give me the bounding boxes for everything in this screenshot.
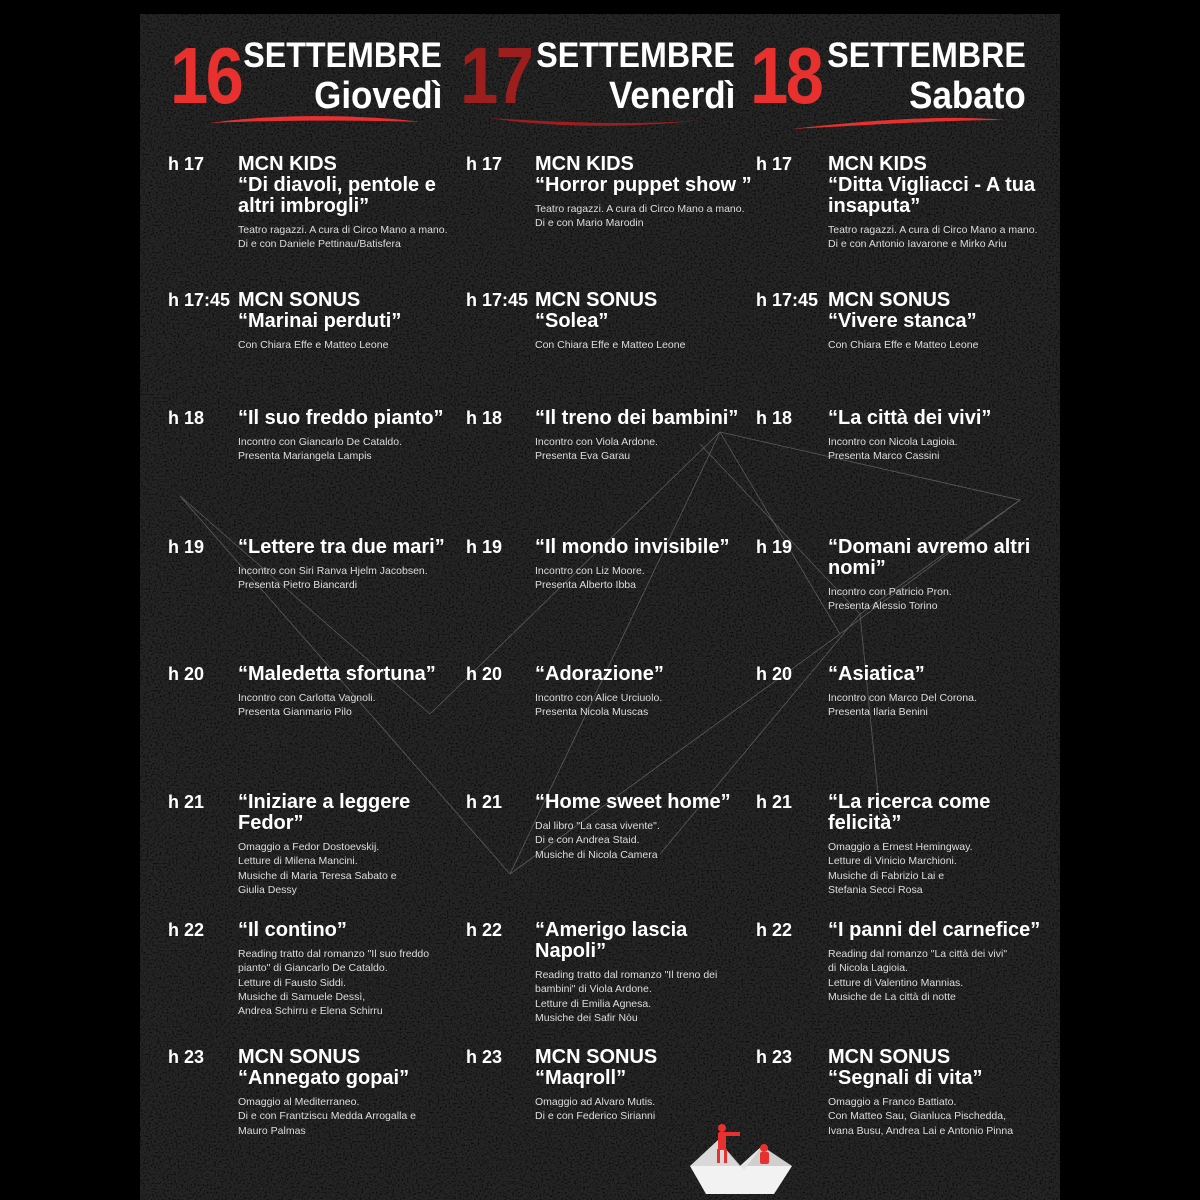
event-detail-line: Presenta Pietro Biancardi [238,579,358,592]
event-time: h 19 [756,537,793,557]
event-time: h 18 [466,408,503,428]
event-details [238,840,458,897]
event-time: h 17:45 [168,290,231,310]
event-detail-line: Ivana Busu, Andrea Lai e Antonio Pinna [828,1124,1014,1137]
event-title: “Asiatica” [828,663,925,685]
event-text [535,537,755,593]
event-details [535,202,755,231]
event-detail-line: Reading dal romanzo "La città dei vivi" [828,948,1008,960]
event-detail-line: Incontro con Giancarlo De Cataldo. [238,436,403,448]
event-detail-line: Di e con Daniele Pettinau/Batisfera [238,238,401,251]
event-detail-line: Incontro con Liz Moore. [535,565,645,577]
event-detail-line: Teatro ragazzi. A cura di Circo Mano a mano. [535,203,745,215]
event-detail-line: pianto" di Giancarlo De Cataldo. [238,962,388,975]
event-time: h 19 [466,537,503,557]
event-text [238,154,458,252]
event-text [535,920,755,1025]
event-label: MCN KIDS [828,153,927,175]
event-detail-line: Incontro con Siri Ranva Hjelm Jacobsen. [238,565,428,577]
event-title: “Maqroll” [535,1067,627,1089]
event-text [828,920,1048,1004]
event-detail-line: Reading tratto dal romanzo "Il treno dei [535,969,718,981]
event-text [238,408,458,464]
event-detail-line: Presenta Eva Garau [535,450,631,463]
day-weekday: Giovedì [313,75,442,117]
day-month: SETTEMBRE [243,36,442,75]
event-detail-line: Dal libro "La casa vivente". [535,820,660,832]
event-title: “Il contino” [238,919,347,941]
event-title: “Lettere tra due mari” [238,536,445,558]
event-detail-line: Musiche di Fabrizio Lai e [828,869,945,882]
event-details [238,947,458,1018]
event-title: “La città dei vivi” [828,407,992,429]
event-detail-line: di Nicola Lagioia. [828,962,908,975]
event-details [238,223,458,252]
event-details [535,691,755,720]
event-label: MCN SONUS [828,1046,951,1068]
day-number: 16 [170,31,242,120]
event-detail-line: Musiche di Samuele Dessì, [238,990,366,1003]
event-time: h 19 [168,537,205,557]
event-detail-line: Incontro con Alice Urciuolo. [535,692,663,704]
event-title: “Domani avremo altri nomi” [828,536,1031,579]
event-detail-line: Omaggio a Fedor Dostoevskij. [238,841,380,853]
day-weekday: Venerdì [608,75,735,117]
event-label: MCN KIDS [535,153,634,175]
event-text [238,920,458,1018]
event-detail-line: Letture di Emilia Agnesa. [535,997,652,1010]
event-label: MCN KIDS [238,153,337,175]
event-title: “La ricerca come felicità” [828,791,991,834]
event-text [828,1047,1048,1138]
event-details [238,338,458,352]
event-text [828,290,1048,352]
event-text [535,154,755,231]
event-title: “Ditta Vigliacci - A tua insaputa” [828,174,1036,217]
event-title: “Iniziare a leggere Fedor” [238,791,411,834]
event-detail-line: Di e con Frantziscu Medda Arrogalla e [238,1110,417,1123]
event-title: “Amerigo lascia Napoli” [535,919,688,962]
event-detail-line: Con Chiara Effe e Matteo Leone [535,339,686,351]
event-text [238,537,458,593]
event-time: h 17 [756,154,793,174]
event-text [828,537,1048,614]
event-title: “Il suo freddo pianto” [238,407,444,429]
event-text [828,664,1048,720]
event-details [828,223,1048,252]
event-time: h 17 [466,154,503,174]
event-detail-line: Incontro con Viola Ardone. [535,436,658,448]
day-number: 18 [750,31,822,120]
event-time: h 20 [466,664,503,684]
event-time: h 21 [756,792,793,812]
event-text [535,1047,755,1124]
event-text [535,408,755,464]
event-detail-line: Incontro con Nicola Lagioia. [828,436,958,448]
event-details [535,338,755,352]
event-detail-line: Presenta Alberto Ibba [535,579,636,592]
event-detail-line: Di e con Mario Marodin [535,217,644,230]
event-title: “Il treno dei bambini” [535,407,739,429]
day-number: 17 [460,31,532,120]
event-details [238,435,458,464]
event-detail-line: Omaggio a Ernest Hemingway. [828,841,973,853]
event-text [535,792,755,862]
event-title: “Di diavoli, pentole e altri imbrogli” [238,174,436,217]
event-details [828,338,1048,352]
event-detail-line: Musiche dei Safir Nòu [535,1011,638,1024]
day-weekday: Sabato [909,75,1026,117]
event-text [828,154,1048,252]
event-detail-line: Musiche di Nicola Camera [535,848,658,861]
event-detail-line: Presenta Nicola Muscas [535,706,649,719]
event-details [535,968,755,1025]
event-details [828,691,1048,720]
brush-stroke [210,114,420,128]
event-text [238,792,458,897]
event-details [828,1095,1048,1138]
event-title: “Home sweet home” [535,791,731,813]
event-title: “Adorazione” [535,663,664,685]
event-detail-line: Letture di Milena Mancini. [238,855,358,868]
event-detail-line: Incontro con Patricio Pron. [828,586,952,598]
event-details [238,691,458,720]
event-time: h 21 [168,792,205,812]
event-details [828,585,1048,614]
event-details [238,1095,458,1138]
event-details [828,947,1048,1004]
event-text [238,1047,458,1138]
event-text [238,664,458,720]
event-detail-line: Omaggio al Mediterraneo. [238,1096,360,1108]
event-detail-line: Giulia Dessy [238,883,297,896]
event-detail-line: Omaggio a Franco Battiato. [828,1096,957,1108]
event-time: h 23 [756,1047,793,1067]
event-time: h 22 [756,920,793,940]
event-label: MCN SONUS [828,289,951,311]
event-detail-line: Presenta Gianmario Pilo [238,706,352,719]
event-detail-line: Di e con Federico Sirianni [535,1110,656,1123]
event-time: h 21 [466,792,503,812]
event-time: h 20 [756,664,793,684]
event-time: h 18 [756,408,793,428]
event-label: MCN SONUS [238,289,361,311]
event-detail-line: bambini" di Viola Ardone. [535,983,652,996]
event-time: h 20 [168,664,205,684]
event-title: “Horror puppet show ” [535,174,752,196]
event-detail-line: Con Chiara Effe e Matteo Leone [238,339,389,351]
event-text [535,664,755,720]
event-detail-line: Di e con Antonio Iavarone e Mirko Ariu [828,238,1007,251]
event-text [828,408,1048,464]
event-title: “Marinai perduti” [238,310,402,332]
event-time: h 18 [168,408,205,428]
event-detail-line: Presenta Mariangela Lampis [238,450,372,463]
event-detail-line: Presenta Alessio Torino [828,600,938,613]
event-details [535,819,755,862]
event-detail-line: Con Matteo Sau, Gianluca Pischedda, [828,1110,1007,1123]
event-detail-line: Letture di Vinicio Marchioni. [828,855,957,868]
event-details [535,564,755,593]
event-detail-line: Teatro ragazzi. A cura di Circo Mano a mano. [238,224,448,236]
event-time: h 23 [466,1047,503,1067]
day-month: SETTEMBRE [827,36,1026,75]
event-time: h 17 [168,154,205,174]
event-details [828,840,1048,897]
event-text [535,290,755,352]
event-detail-line: Di e con Andrea Staid. [535,834,640,847]
event-detail-line: Presenta Marco Cassini [828,450,940,463]
event-title: “Il mondo invisibile” [535,536,730,558]
event-title: “Annegato gopai” [238,1067,410,1089]
event-title: “Vivere stanca” [828,310,977,332]
event-detail-line: Con Chiara Effe e Matteo Leone [828,339,979,351]
event-detail-line: Presenta Ilaria Benini [828,706,928,719]
event-detail-line: Omaggio ad Alvaro Mutis. [535,1096,656,1108]
event-time: h 23 [168,1047,205,1067]
event-detail-line: Stefania Secci Rosa [828,883,923,896]
event-detail-line: Incontro con Marco Del Corona. [828,692,977,704]
event-detail-line: Musiche de La città di notte [828,990,956,1003]
event-detail-line: Reading tratto dal romanzo "Il suo freddo [238,948,430,960]
brush-stroke [792,114,1004,132]
event-detail-line: Incontro con Carlotta Vagnoli. [238,692,376,704]
event-detail-line: Musiche di Maria Teresa Sabato e [238,869,397,882]
paper-boat-icon [688,1120,794,1198]
event-details [828,435,1048,464]
event-time: h 17:45 [756,290,819,310]
event-detail-line: Mauro Palmas [238,1124,306,1137]
event-details [535,435,755,464]
event-label: MCN SONUS [535,289,658,311]
event-label: MCN SONUS [535,1046,658,1068]
event-title: “Maledetta sfortuna” [238,663,436,685]
event-title: “Solea” [535,310,609,332]
event-time: h 22 [168,920,205,940]
event-detail-line: Letture di Fausto Siddi. [238,976,346,989]
event-detail-line: Teatro ragazzi. A cura di Circo Mano a mano. [828,224,1038,236]
event-time: h 22 [466,920,503,940]
event-label: MCN SONUS [238,1046,361,1068]
event-text [828,792,1048,897]
event-title: “I panni del carnefice” [828,919,1041,941]
event-details [238,564,458,593]
brush-stroke [490,114,700,128]
day-month: SETTEMBRE [536,36,735,75]
event-detail-line: Letture di Valentino Mannias. [828,976,964,989]
event-detail-line: Andrea Schirru e Elena Schirru [238,1005,383,1018]
event-time: h 17:45 [466,290,529,310]
poster [140,14,1060,1200]
event-text [238,290,458,352]
event-title: “Segnali di vita” [828,1067,983,1089]
